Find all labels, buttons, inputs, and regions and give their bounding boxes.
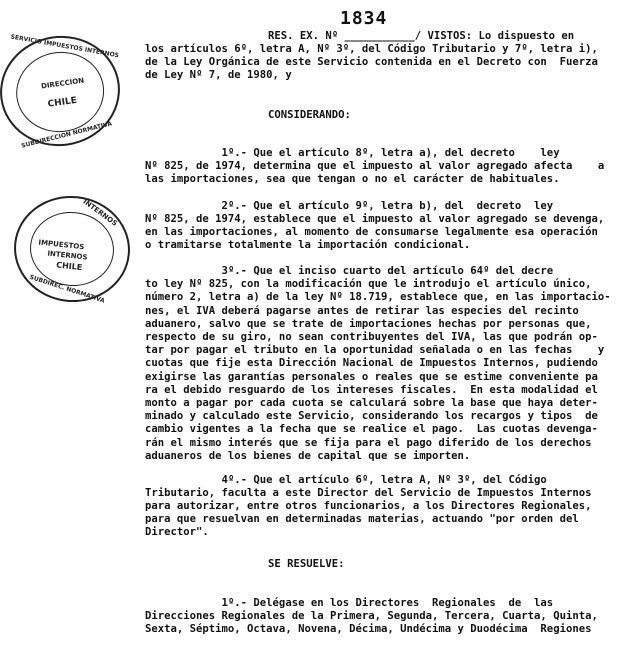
paragraph-line: tar por pagar el tributo en la oportunidad señalada o en las fechas y: [145, 344, 605, 357]
resolution-number: 1834: [340, 8, 388, 29]
paragraph-line: de Ley Nº 7, de 1980, y: [145, 69, 292, 81]
seal-text: INTERNOS: [46, 249, 88, 262]
paragraph-line: 1º.- Delégase en los Directores Regionales de las: [145, 597, 554, 609]
paragraph-line: de la Ley Orgánica de este Servicio contenida en el Decreto con Fuerza: [145, 56, 598, 68]
paragraph-line: cambio vigentes a la fecha que se realice el pago. Las cuotas devenga-: [145, 423, 598, 436]
paragraph-line: para que resuelvan en determinadas materias, actuando "por orden del: [145, 513, 579, 525]
seal-text: INTERNOS: [81, 197, 119, 228]
paragraph-line: Direcciones Regionales de la Primera, Segunda, Tercera, Cuarta, Quinta,: [145, 610, 598, 622]
paragraph-line: Sexta, Séptimo, Octava, Novena, Décima, Undécima y Duodécima Regiones: [145, 623, 592, 635]
paragraph-line: en las importaciones, al momento de consumarse legalmente esa operación: [145, 226, 598, 238]
paragraph-line: 1º.- Que el artículo 8º, letra a), del decreto ley: [145, 147, 560, 159]
seal-text: IMPUESTOS: [38, 238, 85, 252]
paragraph-line: 2º.- Que el artículo 9º, letra b), del decreto ley: [145, 200, 554, 212]
upper-official-seal: [0, 28, 127, 154]
seal-text: SUBDIRECCION NORMATIVA: [20, 120, 113, 150]
paragraph-line: monto a pagar por cada cuota se calculará sobre la base que haya deter-: [145, 397, 598, 409]
lower-official-seal: [9, 190, 135, 308]
seal-text: CHILE: [55, 260, 83, 273]
paragraph-line: para autorizar, entre otros funcionarios, a los Directores Regionales,: [145, 500, 592, 512]
paragraph-line: cuotas que fije esta Dirección Nacional de Impuestos Internos, pudiendo: [145, 357, 598, 370]
paragraph-line: ra el debido resguardo de los intereses fiscales. En esta modalidad el: [145, 383, 598, 396]
paragraph-line: minado y calculado este Servicio, considerando los recargos y tipos de: [145, 410, 598, 423]
seal-text: SUBDIREC. NORMATIVA: [28, 273, 106, 305]
paragraph-line: las importaciones, sea que tengan o no el carácter de habituales.: [145, 173, 560, 185]
paragraph-line: o tramitarse totalmente la importación condicional.: [145, 239, 471, 251]
paragraph-line: aduaneros de los bienes de capital que se importen.: [145, 449, 471, 462]
seal-text: DIRECCION: [40, 76, 85, 91]
paragraph-line: rán el mismo interés que se fija para el pago diferido de los derechos: [145, 436, 592, 449]
paragraph-line: Director".: [145, 526, 209, 538]
paragraph-line: exigirse las garantías personales o reales que se estime conveniente pa: [145, 370, 598, 383]
paragraph-line: nes, el IVA deberá pagarse antes de retirar las especies del recinto: [145, 304, 579, 317]
paragraph-line: Nº 825, de 1974, establece que el impuesto al valor agregado se devenga,: [145, 213, 605, 225]
paragraph-line: número 2, letra a) de la ley Nº 18.719, establece que, en las importacio-: [145, 291, 611, 304]
paragraph-line: 4º.- Que el artículo 6º, letra A, Nº 3º, del Código: [145, 474, 547, 486]
paragraph-line: to ley Nº 825, con la modificación que le introdujo el artículo único,: [145, 278, 592, 291]
resolution-header: RES. EX. Nº ___________/ VISTOS: Lo dispuesto en: [268, 30, 575, 42]
considerando-heading: CONSIDERANDO:: [268, 109, 351, 121]
resuelve-heading: SE RESUELVE:: [268, 558, 345, 570]
paragraph-line: los artículos 6º, letra A, Nº 3º, del Código Tributario y 7º, letra i),: [145, 43, 598, 55]
seal-text: CHILE: [47, 95, 78, 110]
paragraph-line: Nº 825, de 1974, determina que el impuesto al valor agregado afecta a: [145, 160, 605, 172]
paragraph-line: Tributario, faculta a este Director del Servicio de Impuestos Internos: [145, 487, 592, 499]
paragraph-line: 3º.- Que el inciso cuarto del artículo 64º del decre: [145, 265, 554, 277]
seal-text: SERVICIO IMPUESTOS INTERNOS: [10, 33, 120, 60]
paragraph-line: aduanero, salvo que se trate de importaciones hechas por personas que,: [145, 317, 592, 330]
paragraph-line: respecto de su giro, no sean contribuyentes del IVA, las que podrán op-: [145, 331, 598, 343]
